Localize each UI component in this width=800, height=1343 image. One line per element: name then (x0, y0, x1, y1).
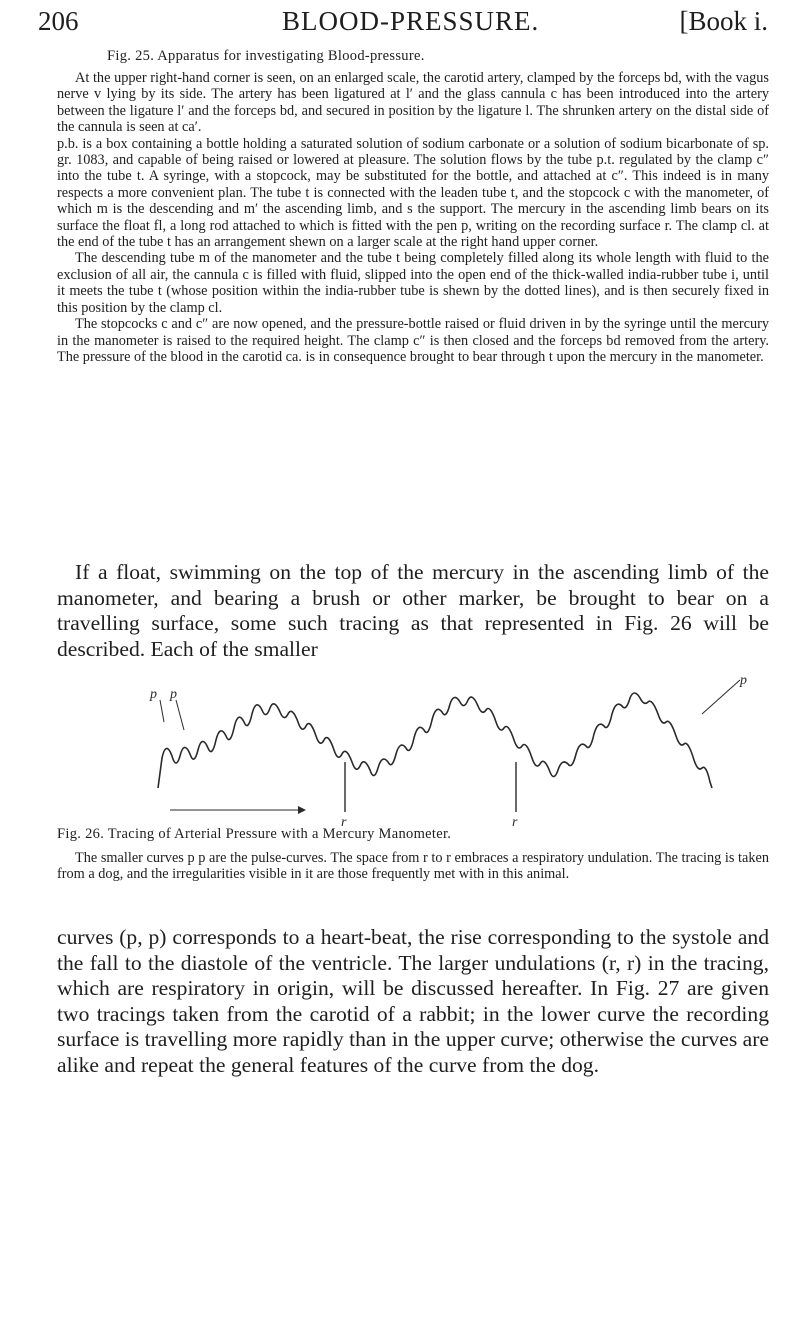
p-pointer-line (702, 680, 740, 714)
page-number: 206 (38, 6, 79, 36)
fig25-paragraph: The stopcocks c and c″ are now opened, and the pressure-bottle raised or fluid driven in by the syringe until the mercury in the manometer is raised to the required height. The clamp c″ is then closed and the forceps bd removed from the artery. The pressure of the blood in the carotid ca. is in consequence brought to bear through t upon the mercury in the manometer. (57, 316, 769, 365)
book-label: [Book i. (679, 6, 768, 36)
fig26-note-text: The smaller curves p p are the pulse-curves. The space from r to r embraces a respiratory undulation. The tracing is taken from a dog, and the irregularities visible in it are those frequently met with in this animal. (57, 850, 769, 883)
body-paragraph: curves (p, p) corresponds to a heart-beat, the rise corresponding to the systole and the fall to the diastole of the ventricle. The larger undulations (r, r) in the tracing, which are respiratory in origin, will be discussed hereafter. In Fig. 27 are given two tracings taken from the carotid of a rabbit; in the lower curve the recording surface is travelling more rapidly than in the upper curve; otherwise the curves are alike and repeat the general features of the curve from the dog. (57, 925, 769, 1077)
label-p: p (150, 687, 157, 702)
fig25-description (57, 70, 769, 365)
direction-arrow-head (298, 806, 306, 814)
label-r: r (341, 815, 347, 830)
p-pointer-line (176, 700, 184, 730)
fig25-paragraph: The descending tube m of the manometer and the tube t being completely filled along its whole length with fluid to the exclusion of all air, the cannula c is filled with fluid, slipped into the open end of the thick-walled india-rubber tube i, until it meets the tube t (whose position within the india-rubber tube is shewn by the dotted lines), and is then securely fixed in this position by the clamp cl. (57, 250, 769, 316)
body-text-top (57, 560, 769, 662)
label-p: p (170, 687, 177, 702)
body-text-bottom (57, 925, 769, 1078)
p-pointer-line (160, 700, 164, 722)
fig25-paragraph: p.b. is a box containing a bottle holding a saturated solution of sodium carbonate or a solution of sodium bicarbonate of sp. gr. 1083, and capable of being raised or lowered at pleasure. The solution flows by the tube p.t. regulated by the clamp c″ into the tube t. A syringe, with a stopcock, may be substituted for the bottle, and attached at c″. This indeed is in many respects a more convenient plan. The tube t is connected with the leaden tube t, and the stopcock c with the manometer, of which m is the descending and m′ the ascending limb, and s the support. The mercury in the ascending limb bears on its surface the float fl, a long rod attached to which is fitted with the pen p, writing on the recording surface r. The clamp cl. at the end of the tube t has an arrangement shewn on a larger scale at the right hand upper corner. (57, 135, 769, 251)
running-title: BLOOD-PRESSURE. (282, 6, 540, 36)
fig25-caption: Fig. 25. Apparatus for investigating Blood-pressure. (107, 48, 425, 64)
fig26-caption: Fig. 26. Tracing of Arterial Pressure with a Mercury Manometer. (57, 826, 452, 842)
pulse-tracing-curve (158, 693, 712, 788)
label-r: r (512, 815, 518, 830)
label-p: p (740, 673, 747, 688)
body-paragraph: If a float, swimming on the top of the mercury in the ascending limb of the manometer, and bearing a brush or other marker, be brought to bear on a travelling surface, some such tracing as that represented in Fig. 26 will be described. Each of the smaller (57, 560, 769, 661)
fig26-tracing (140, 670, 760, 830)
tracing-figure (140, 670, 760, 830)
fig25-paragraph: At the upper right-hand corner is seen, on an enlarged scale, the carotid artery, clamped by the forceps bd, with the vagus nerve v lying by its side. The artery has been ligatured at l′ and the glass cannula c has been introduced into the artery between the ligature l′ and the forceps bd, and secured in position by the ligature l. The shrunken artery on the distal side of the cannula is seen at ca′. (57, 70, 769, 136)
page-header (38, 6, 768, 42)
fig26-note (57, 850, 769, 883)
